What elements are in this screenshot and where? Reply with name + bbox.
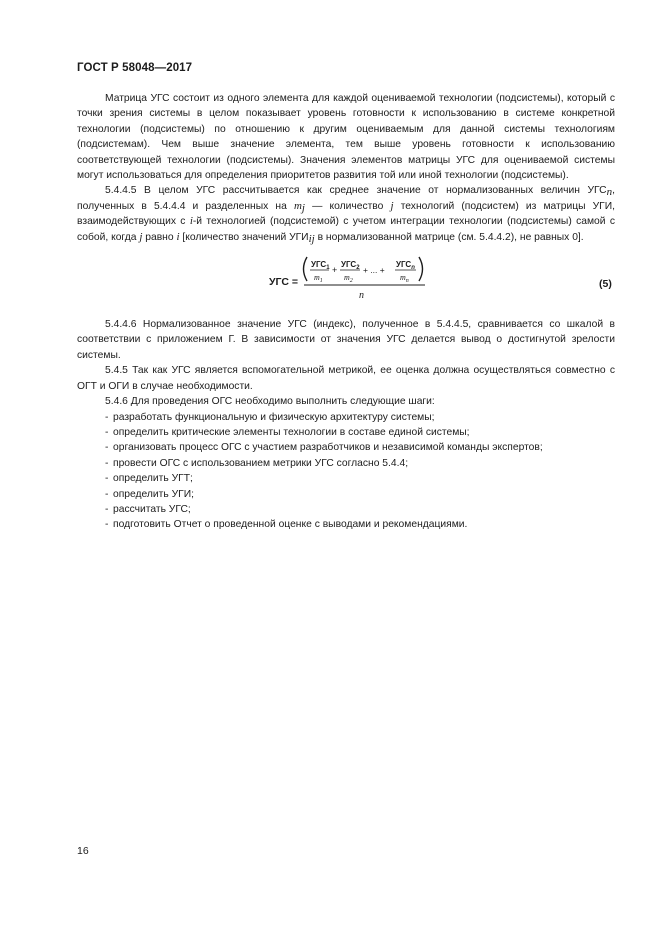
formula-left-paren [304, 257, 308, 281]
term1-denominator: $m_1$ [314, 273, 323, 285]
list-item: - определить УГИ; [105, 488, 195, 500]
equation-number: (5) [599, 278, 612, 291]
main-denominator: n [359, 290, 364, 302]
term1-numerator: $УГС_1$ [311, 260, 330, 272]
formula-right-paren [419, 257, 423, 281]
term2-numerator: $УГС_2$ [341, 260, 360, 272]
plus-sign: + [332, 265, 338, 276]
document-header: ГОСТ Р 58048—2017 [77, 62, 193, 74]
term-n-numerator: $УГС_n$ [396, 260, 415, 272]
paragraph-5-4-4-5: 5.4.4.5 В целом УГС рассчитывается как среднее значение от нормализованных величин $УГС_n$, полученных в 5.4.4.4 и разделенных на $m_j$ — количество j технологий (подсистем) из матрицы УГИ, взаимодействующих с i-й технологией (подсистемой) с учетом интеграции технологии (подсистемы) самой с собой, когда j равно i [количество значений $УГИ_{ij}$ в нормализованной матрице (см. 5.4.4.2), не равных 0]. [77, 185, 616, 245]
ellipsis-sum: + ... + [363, 265, 385, 276]
term-n-denominator: $m_n$ [400, 273, 409, 285]
page-number: 16 [77, 845, 89, 857]
paragraph-5-4-4-6: 5.4.4.6 Нормализованное значение УГС (индекс), полученное в 5.4.4.5, сравнивается со шкалой в соответствии с приложением Г. В зависимости от значения УГС делается вывод о достигнутой зрелости системы. [77, 319, 615, 361]
list-item: - определить критические элементы технологии в составе единой системы; [105, 426, 470, 438]
list-item: - рассчитать УГС; [105, 503, 191, 515]
paragraph-5-4-6: 5.4.6 Для проведения ОГС необходимо выполнить следующие шаги: [105, 396, 435, 408]
list-item: - подготовить Отчет о проведенной оценке с выводами и рекомендациями. [105, 519, 468, 531]
paragraph-matrix-description: Матрица УГС состоит из одного элемента для каждой оцениваемой технологии (подсистемы), который с точки зрения системы в целом показывает уровень готовности к использованию в системе конкретной технологии (подсистемы) по отношению к другим оцениваемым для данной системы технологиям (подсистемам). Чем выше значение элемента, тем выше уровень готовности к использованию соответствующей технологии (подсистемы). Значения элементов матрицы УГС для оцениваемой системы могут использоваться для определения приоритетов развития той или иной технологии (подсистемы). [77, 93, 615, 182]
list-item: - определить УГТ; [105, 473, 193, 485]
steps-list [77, 410, 615, 533]
list-item: - провести ОГС с использованием метрики УГС согласно 5.4.4; [105, 457, 409, 469]
list-item: - разработать функциональную и физическую архитектуру системы; [105, 411, 435, 423]
document-body [77, 91, 615, 533]
formula-lhs: УГС = [269, 276, 298, 289]
formula-5 [77, 251, 615, 309]
list-item: - организовать процесс ОГС с участием разработчиков и независимой команды экспертов; [105, 442, 543, 454]
term2-denominator: $m_2$ [344, 273, 353, 285]
paragraph-5-4-5: 5.4.5 Так как УГС является вспомогательной метрикой, ее оценка должна осуществляться совместно с ОГТ и ОГИ в случае необходимости. [77, 365, 615, 392]
